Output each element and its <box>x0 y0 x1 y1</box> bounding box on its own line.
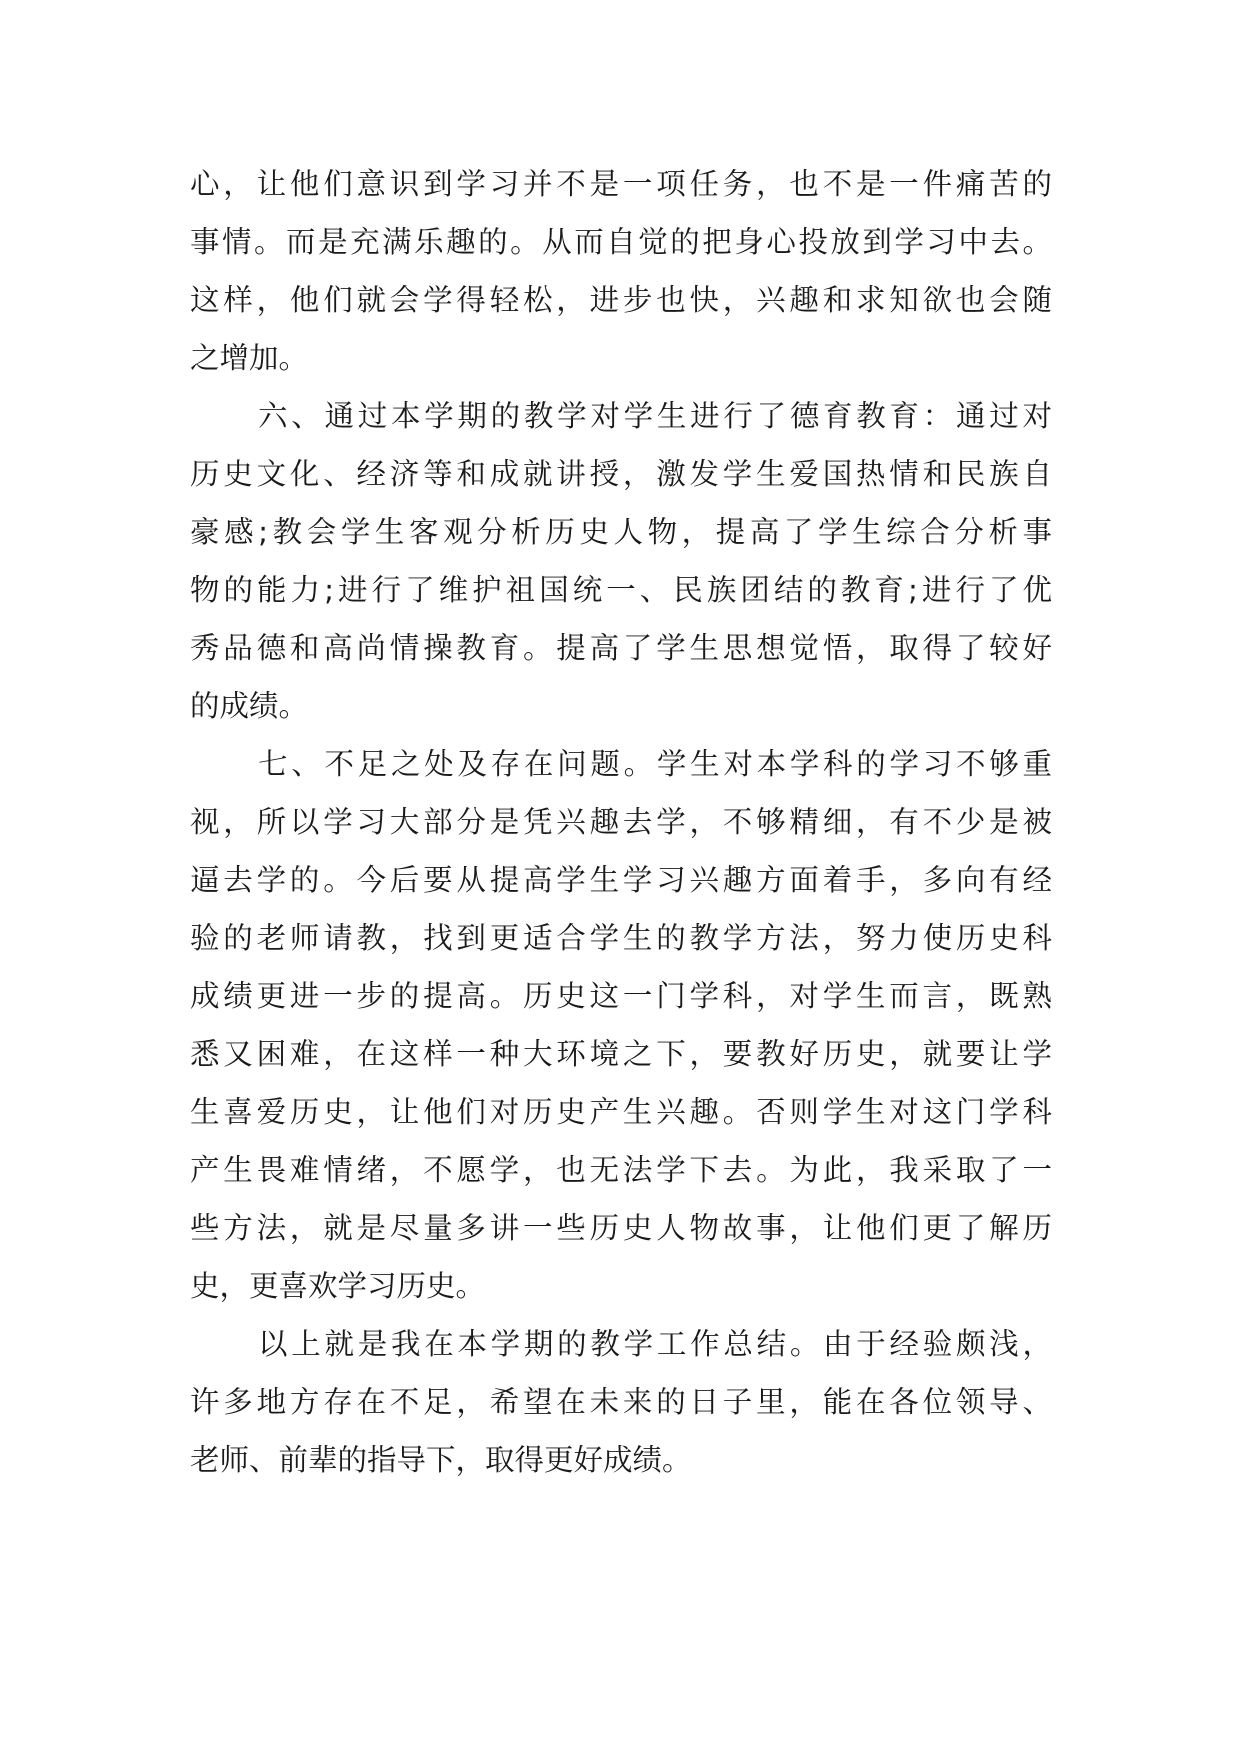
text-line: 事情。而是充满乐趣的。从而自觉的把身心投放到学习中去。 <box>190 225 1052 259</box>
text-line: 的成绩。 <box>190 689 309 723</box>
paragraph-six-first-line: 六、通过本学期的教学对学生进行了德育教育：通过对 <box>258 399 1052 433</box>
text-line: 成绩更进一步的提高。历史这一门学科，对学生而言，既熟 <box>190 979 1052 1013</box>
text-line: 逼去学的。今后要从提高学生学习兴趣方面着手，多向有经 <box>190 863 1052 897</box>
paragraph-seven-first-line: 七、不足之处及存在问题。学生对本学科的学习不够重 <box>258 747 1052 781</box>
text-line: 心，让他们意识到学习并不是一项任务，也不是一件痛苦的 <box>190 167 1052 201</box>
text-line: 这样，他们就会学得轻松，进步也快，兴趣和求知欲也会随 <box>190 283 1052 317</box>
document-body <box>190 155 1052 1489</box>
text-line: 老师、前辈的指导下，取得更好成绩。 <box>190 1443 692 1477</box>
text-line: 生喜爱历史，让他们对历史产生兴趣。否则学生对这门学科 <box>190 1095 1052 1129</box>
text-line: 豪感;教会学生客观分析历史人物，提高了学生综合分析事 <box>190 515 1052 549</box>
text-line: 物的能力;进行了维护祖国统一、民族团结的教育;进行了优 <box>190 573 1052 607</box>
text-line: 验的老师请教，找到更适合学生的教学方法，努力使历史科 <box>190 921 1052 955</box>
text-line: 秀品德和高尚情操教育。提高了学生思想觉悟，取得了较好 <box>190 631 1052 665</box>
text-line: 产生畏难情绪，不愿学，也无法学下去。为此，我采取了一 <box>190 1153 1052 1187</box>
text-line: 悉又困难，在这样一种大环境之下，要教好历史，就要让学 <box>190 1037 1052 1071</box>
text-line: 史，更喜欢学习历史。 <box>190 1269 486 1303</box>
text-line: 视，所以学习大部分是凭兴趣去学，不够精细，有不少是被 <box>190 805 1052 839</box>
text-line: 之增加。 <box>190 341 309 375</box>
text-line: 些方法，就是尽量多讲一些历史人物故事，让他们更了解历 <box>190 1211 1052 1245</box>
text-line: 历史文化、经济等和成就讲授，激发学生爱国热情和民族自 <box>190 457 1052 491</box>
paragraph-conclusion-first-line: 以上就是我在本学期的教学工作总结。由于经验颇浅， <box>258 1327 1052 1361</box>
text-line: 许多地方存在不足，希望在未来的日子里，能在各位领导、 <box>190 1385 1052 1419</box>
